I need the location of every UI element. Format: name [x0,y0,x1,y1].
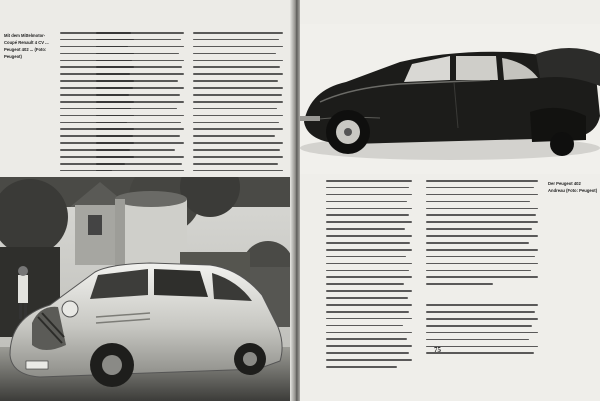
page-number: 75 [434,346,441,354]
right-page [300,0,600,401]
left-caption: Mit dem Mittelmotor-Coupé Renault 4 CV ... Peugeot 402 ... (Foto: Peugeot) [4,33,49,59]
left-page [0,0,296,401]
left-text-column-3 [193,32,283,177]
right-text-column-2 [426,180,538,359]
peugeot-402-andreau-photo [300,24,600,174]
peugeot-402-saloon-photo [0,177,296,401]
right-caption: Der Peugeot 402 Andreau (Foto: Peugeot) [548,181,598,193]
right-photo [300,24,600,174]
left-text-column-2 [96,32,184,177]
left-photo [0,177,296,401]
right-text-column-1 [326,180,412,373]
